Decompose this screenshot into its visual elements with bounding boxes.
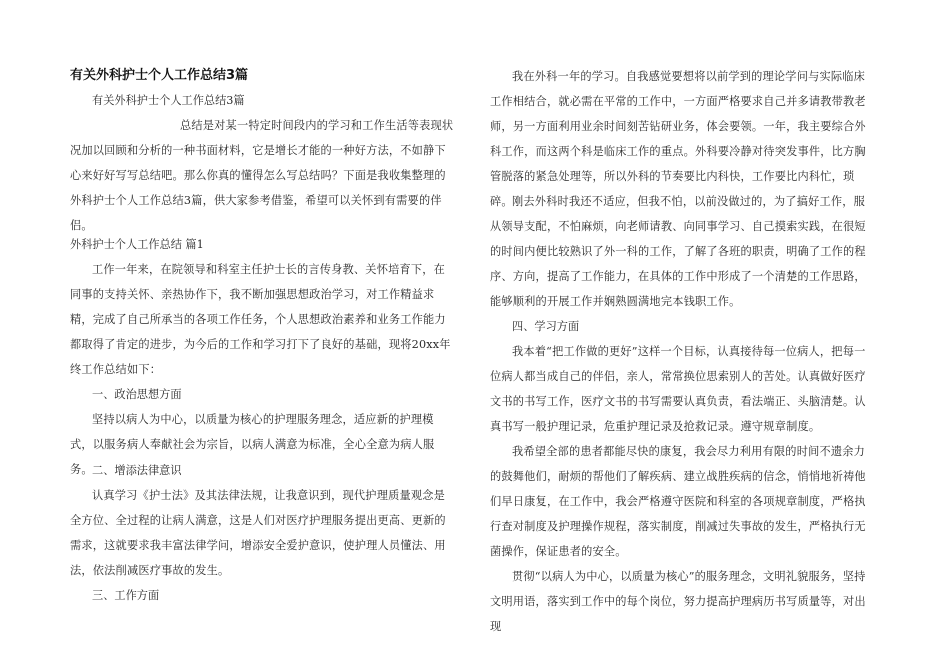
paragraph-study: 我本着“把工作做的更好”这样一个目标，认真接待每一位病人，把每一位病人都当成自己的伴侣，亲人，常常换位思索别人的苦处。认真做好医疗文书的书写工作，医疗文书的书写需要认真负责，看法端正、头脑清楚。认真书写一般护理记录，危重护理记录及抢救记录。遵守规章制度。 [490, 345, 866, 433]
section-heading-study: 四、学习方面 [512, 320, 580, 333]
article-heading: 外科护士个人工作总结 篇1 [70, 238, 204, 251]
paragraph-adaptation: 刚去外科时我还不适应，但我不怕，以前没做过的，为了搞好工作，服从领导支配，不怕麻烦，向老师请教、向同事学习、自己摸索实践，在很短的时间内便比较熟识了外一科的工作，了解了各班的职责，明确了工作的程序、方向，提高了工作能力，在具体的工作中形成了一个清楚的工作思路，能够顺利的开展工作并娴熟圆满地完本钱职工作。 [490, 195, 866, 308]
section-heading-work: 三、工作方面 [92, 589, 160, 602]
paragraph-patients: 我希望全部的患者都能尽快的康复，我会尽力利用有限的时间不遗余力的鼓舞他们，耐烦的帮他们了解疾病、建立战胜疾病的信念，悄悄地祈祷他们早日康复，在工作中，我会严格遵守医院和科室的各项规章制度，严格执行查对制度及护理操作规程，落实制度，削减过失事故的发生，严格执行无菌操作，保证患者的安全。 [490, 445, 866, 558]
paragraph-work-study: 我在外科一年的学习。自我感觉要想将以前学到的理论学问与实际临床工作相结合，就必需在平常的工作中，一方面严格要求自己并多请教带教老师，另一方面利用业余时间刻苦钻研业务，体会要领。一年，我主要综合外科工作，而这两个科是临床工作的重点。外科要冷静对待突发事件，比方胸管脱落的紧急处理等，所以外科的节奏要比内科快，工作要比内科忙，琐碎。 [490, 70, 866, 208]
paragraph-service: 贯彻“以病人为中心，以质量为核心”的服务理念，文明礼貌服务，坚持文明用语，落实到工作中的每个岗位，努力提高护理病历书写质量等，对出现 [490, 570, 866, 633]
section-heading-law: 二、增添法律意识 [92, 464, 182, 477]
document-subtitle: 有关外科护士个人工作总结3篇 [92, 94, 245, 107]
paragraph-law: 认真学习《护士法》及其法律法规，让我意识到，现代护理质量观念是全方位、全过程的让病人满意，这是人们对医疗护理服务提出更高、更新的需求，这就要求我丰富法律学问，增添安全爱护意识，使护理人员懂法、用法，依法削减医疗事故的发生。 [70, 489, 446, 577]
paragraph-politics: 坚持以病人为中心，以质量为核心的护理服务理念，适应新的护理模式，以服务病人奉献社会为宗旨，以病人满意为标准，全心全意为病人服务。 [70, 413, 435, 476]
section-heading-politics: 一、政治思想方面 [92, 388, 182, 401]
intro-paragraph: 总结是对某一特定时间段内的学习和工作生活等表现状况加以回顾和分析的一种书面材料，它是增长才能的一种好方法，不如静下心来好好写写总结吧。那么你真的懂得怎么写总结吗？下面是我收集整理的外科护士个人工作总结3篇，供大家参考借鉴，希望可以关怀到有需要的伴侣。 [70, 119, 454, 232]
document-title: 有关外科护士个人工作总结3篇 [70, 68, 249, 83]
paragraph-1: 工作一年来，在院领导和科室主任护士长的言传身教、关怀培育下，在同事的支持关怀、亲热协作下，我不断加强思想政治学习，对工作精益求精，完成了自己所承当的各项工作任务，个人思想政治素养和业务工作能力都取得了肯定的进步，为今后的工作和学习打下了良好的基础，现将20xx年终工作总结如下： [70, 263, 451, 376]
